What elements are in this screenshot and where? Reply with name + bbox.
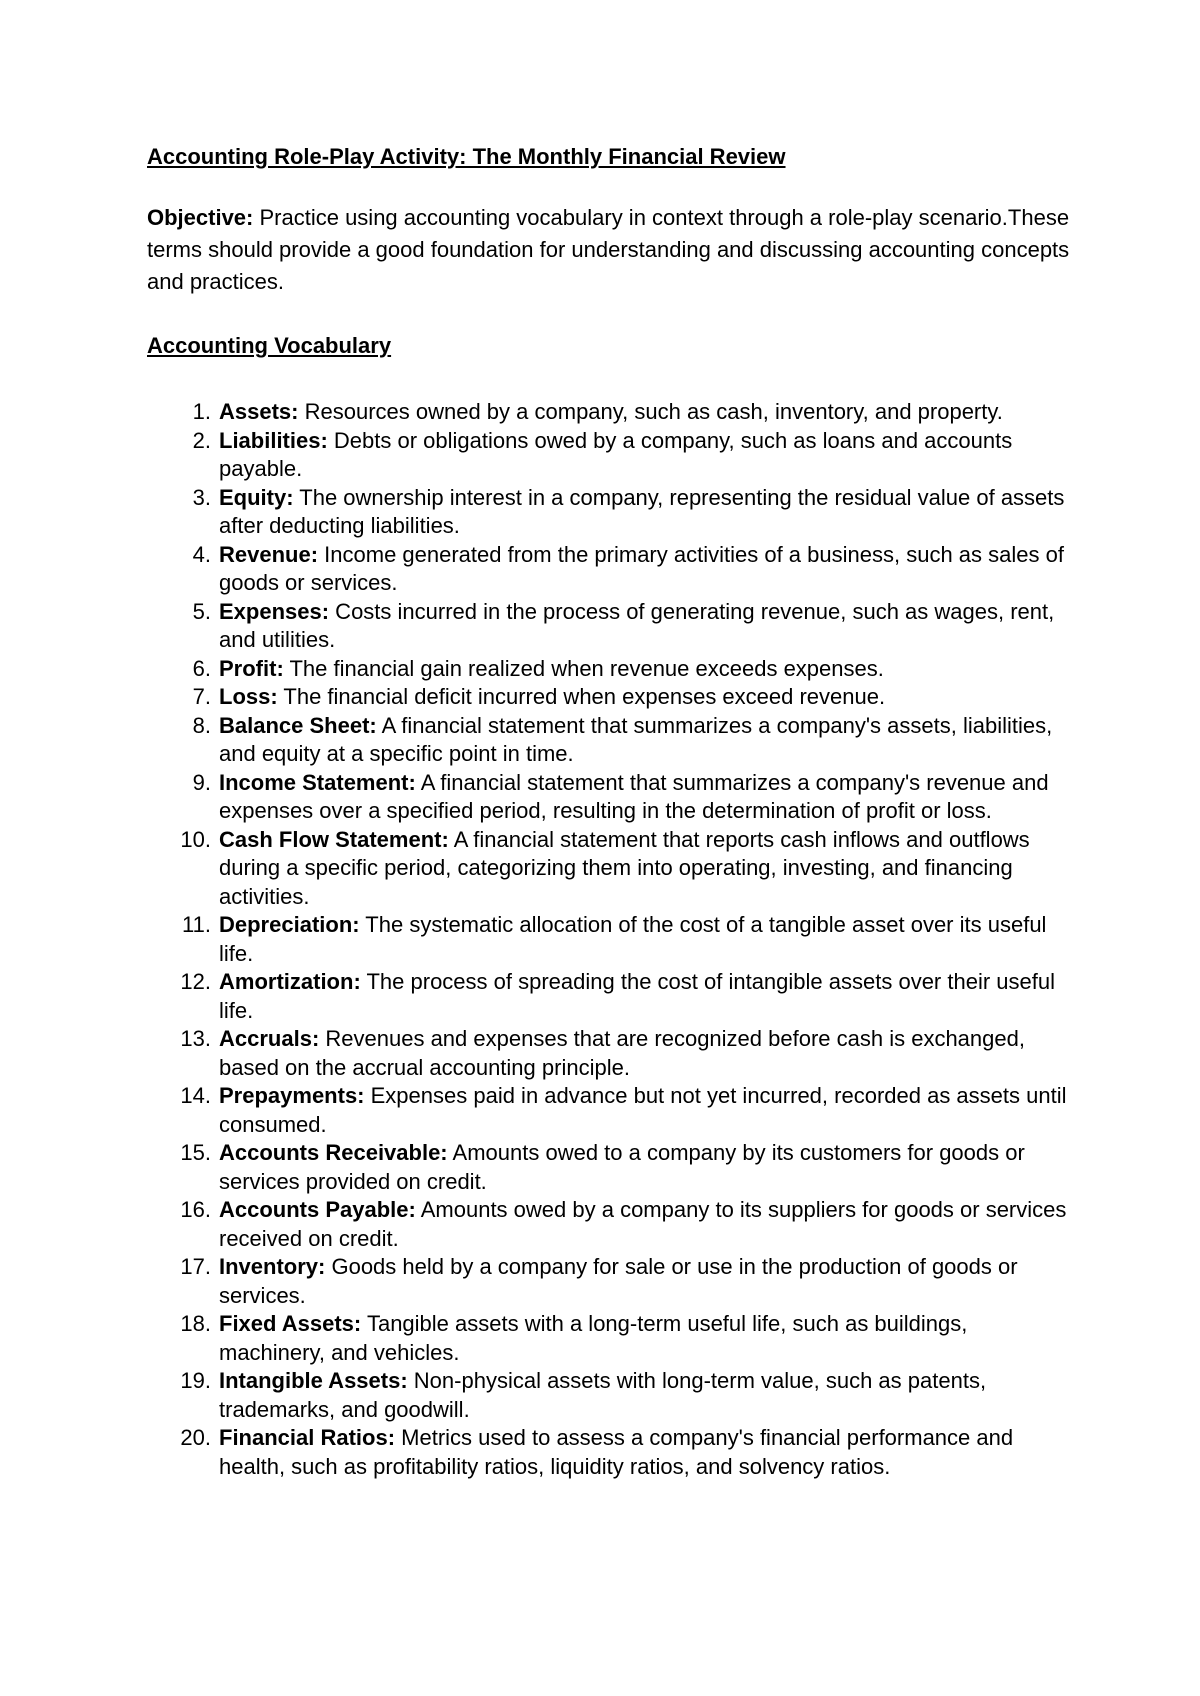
list-item (147, 1025, 1077, 1082)
vocab-term: Financial Ratios: (219, 1425, 396, 1450)
list-item (147, 769, 1077, 826)
vocab-term: Equity: (219, 484, 294, 510)
objective-text: Practice using accounting vocabulary in context through a role-play scenario.These terms should provide a good foundation for understanding and discussing accounting concepts and practices. (147, 205, 1070, 294)
vocab-definition: Amounts owed to a company by its customers for goods or services provided on credit. (219, 1140, 1025, 1194)
vocab-definition: The systematic allocation of the cost of a tangible asset over its useful life. (219, 912, 1047, 966)
list-item (147, 1424, 1077, 1481)
vocab-term: Prepayments: (219, 1083, 365, 1108)
list-item-number: 12. (180, 969, 211, 994)
vocab-definition: The ownership interest in a company, representing the residual value of assets after deducting liabilities. (219, 484, 1065, 538)
list-item-number: 8. (192, 712, 211, 738)
section-title: Accounting Vocabulary (147, 333, 392, 358)
vocab-term: Income Statement: (219, 769, 416, 795)
list-item-number: 11. (182, 912, 211, 937)
vocab-definition: A financial statement that reports cash inflows and outflows during a specific period, categorizing them into operating, investing, and financing activities. (219, 826, 1030, 909)
list-item-number: 9. (192, 769, 211, 795)
list-item-number: 3. (192, 484, 211, 510)
list-item (147, 541, 1077, 598)
list-item-number: 1. (192, 399, 211, 424)
list-item (147, 683, 1077, 712)
list-item-number: 15. (180, 1140, 211, 1165)
vocab-definition: Tangible assets with a long-term useful life, such as buildings, machinery, and vehicles. (219, 1311, 968, 1365)
list-item-number: 10. (180, 826, 211, 852)
list-item-number: 16. (180, 1197, 211, 1222)
list-item-number: 19. (180, 1368, 211, 1393)
list-item (147, 712, 1077, 769)
vocab-definition: Expenses paid in advance but not yet incurred, recorded as assets until consumed. (219, 1083, 1067, 1137)
vocab-term: Fixed Assets: (219, 1311, 362, 1336)
vocab-term: Balance Sheet: (219, 712, 377, 738)
list-item-number: 2. (192, 427, 211, 453)
vocab-definition: The financial gain realized when revenue exceeds expenses. (283, 655, 884, 681)
vocab-definition: The financial deficit incurred when expenses exceed revenue. (277, 684, 886, 709)
vocab-term: Cash Flow Statement: (219, 826, 449, 852)
vocab-term: Assets: (219, 399, 299, 424)
list-item-number: 5. (192, 598, 211, 624)
vocab-term: Amortization: (219, 969, 361, 994)
document-title: Accounting Role-Play Activity: The Monthly Financial Review (147, 144, 786, 169)
vocab-term: Intangible Assets: (219, 1368, 408, 1393)
list-item (147, 968, 1077, 1025)
vocab-definition: Metrics used to assess a company's financial performance and health, such as profitability ratios, liquidity ratios, and solvency ratios. (219, 1425, 1014, 1479)
objective-paragraph (147, 202, 1077, 298)
list-item (147, 1367, 1077, 1424)
list-item (147, 484, 1077, 541)
list-item-number: 4. (192, 541, 211, 567)
list-item (147, 1253, 1077, 1310)
vocab-term: Accruals: (219, 1026, 320, 1051)
list-item (147, 1310, 1077, 1367)
vocab-term: Revenue: (219, 541, 319, 567)
vocab-definition: Income generated from the primary activities of a business, such as sales of goods or services. (219, 541, 1064, 595)
list-item-number: 6. (192, 655, 211, 681)
list-item (147, 655, 1077, 684)
vocab-definition: The process of spreading the cost of intangible assets over their useful life. (219, 969, 1055, 1023)
vocab-definition: Costs incurred in the process of generating revenue, such as wages, rent, and utilities. (219, 598, 1055, 652)
list-item-number: 14. (180, 1083, 211, 1108)
list-item (147, 598, 1077, 655)
vocab-term: Accounts Receivable: (219, 1140, 448, 1165)
vocab-definition: A financial statement that summarizes a company's revenue and expenses over a specified period, resulting in the determination of profit or loss. (219, 769, 1049, 823)
vocab-term: Loss: (219, 684, 278, 709)
list-item (147, 398, 1077, 427)
vocab-definition: Non-physical assets with long-term value, such as patents, trademarks, and goodwill. (219, 1368, 987, 1422)
list-item (147, 1082, 1077, 1139)
list-item (147, 826, 1077, 912)
vocabulary-list (147, 398, 1077, 1481)
vocab-term: Depreciation: (219, 912, 360, 937)
vocab-definition: A financial statement that summarizes a company's assets, liabilities, and equity at a specific point in time. (219, 712, 1053, 766)
list-item (147, 1139, 1077, 1196)
vocab-definition: Goods held by a company for sale or use in the production of goods or services. (219, 1254, 1018, 1308)
vocab-definition: Revenues and expenses that are recognized before cash is exchanged, based on the accrual accounting principle. (219, 1026, 1025, 1080)
vocab-term: Inventory: (219, 1254, 326, 1279)
vocab-definition: Amounts owed by a company to its suppliers for goods or services received on credit. (219, 1197, 1067, 1251)
list-item-number: 18. (180, 1311, 211, 1336)
list-item (147, 911, 1077, 968)
vocab-term: Expenses: (219, 598, 330, 624)
list-item-number: 17. (180, 1254, 211, 1279)
list-item (147, 427, 1077, 484)
list-item (147, 1196, 1077, 1253)
vocab-definition: Debts or obligations owed by a company, such as loans and accounts payable. (219, 427, 1013, 481)
vocab-definition: Resources owned by a company, such as cash, inventory, and property. (298, 399, 1003, 424)
vocab-term: Profit: (219, 655, 284, 681)
list-item-number: 20. (180, 1425, 211, 1450)
vocab-term: Accounts Payable: (219, 1197, 416, 1222)
list-item-number: 7. (192, 684, 211, 709)
objective-label: Objective: (147, 205, 254, 230)
vocab-term: Liabilities: (219, 427, 328, 453)
list-item-number: 13. (180, 1026, 211, 1051)
document-page (147, 142, 1077, 1481)
